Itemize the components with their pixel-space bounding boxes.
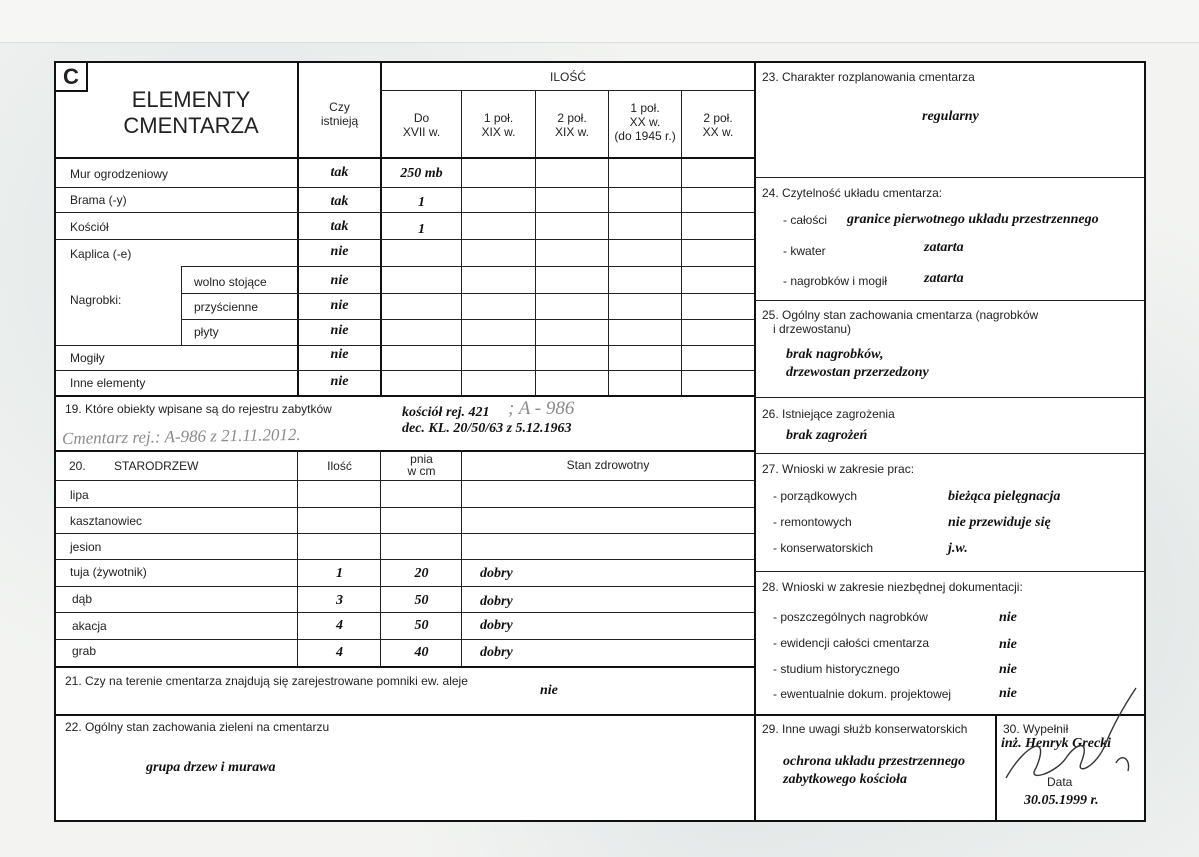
element-label: Kościół bbox=[70, 220, 109, 234]
q27-row-value: j.w. bbox=[948, 541, 968, 556]
q20-header-state: Stan zdrowotny bbox=[566, 458, 650, 472]
tree-name: lipa bbox=[70, 488, 89, 502]
quantity-header: ILOŚĆ bbox=[549, 70, 586, 84]
scanner-edge bbox=[0, 0, 1199, 43]
q25-answer-line1: brak nagrobków, bbox=[786, 347, 884, 362]
tree-qty: 1 bbox=[336, 566, 343, 581]
element-label: Inne elementy bbox=[70, 376, 146, 390]
element-exists: nie bbox=[330, 347, 349, 362]
element-label: wolno stojące bbox=[194, 275, 267, 289]
q25-label-line2: i drzewostanu) bbox=[773, 322, 852, 336]
q22-answer: grupa drzew i murawa bbox=[146, 760, 276, 775]
element-qty: 250 mb bbox=[400, 166, 443, 181]
period-header-3: 2 poł. XIX w. bbox=[554, 111, 589, 139]
q28-row-value: nie bbox=[999, 686, 1017, 701]
tree-state: dobry bbox=[480, 594, 513, 609]
signature-scribble bbox=[996, 683, 1146, 793]
tree-qty: 3 bbox=[336, 593, 343, 608]
element-exists: nie bbox=[330, 298, 349, 313]
q19-label: 19. Które obiekty wpisane są do rejestru zabytków bbox=[65, 402, 332, 416]
q24-row-label: - kwater bbox=[783, 244, 826, 258]
element-qty: 1 bbox=[418, 222, 425, 237]
q27-row-label: - remontowych bbox=[773, 515, 852, 529]
q21-answer: nie bbox=[540, 683, 558, 698]
tree-name: jesion bbox=[70, 540, 102, 554]
q30-label: 30. Wypełnił bbox=[1003, 722, 1069, 736]
q28-row-label: - studium historycznego bbox=[773, 662, 900, 676]
q19-pencil-annotation: Cmentarz rej.: A-986 z 21.11.2012. bbox=[61, 424, 301, 449]
element-label: Kaplica (-e) bbox=[70, 247, 132, 261]
q28-row-value: nie bbox=[999, 662, 1017, 677]
tree-state: dobry bbox=[480, 618, 513, 633]
q23-label: 23. Charakter rozplanowania cmentarza bbox=[762, 70, 975, 84]
tree-cm: 20 bbox=[414, 566, 429, 581]
tree-cm: 50 bbox=[414, 618, 429, 633]
q28-row-value: nie bbox=[999, 610, 1017, 625]
q25-label-line1: 25. Ogólny stan zachowania cmentarza (nagrobków bbox=[762, 308, 1039, 322]
q21-label: 21. Czy na terenie cmentarza znajdują się zarejestrowane pomniki ew. aleje bbox=[65, 674, 468, 688]
element-exists: nie bbox=[330, 323, 349, 338]
q20-header-name: STARODRZEW bbox=[114, 459, 199, 473]
q24-label: 24. Czytelność układu cmentarza: bbox=[762, 186, 943, 200]
q24-row-value: granice pierwotnego układu przestrzennego bbox=[847, 212, 1099, 227]
period-header-2: 1 poł. XIX w. bbox=[481, 111, 516, 139]
q19-answer-line2: dec. KL. 20/50/63 z 5.12.1963 bbox=[402, 421, 572, 436]
q28-row-label: - ewidencji całości cmentarza bbox=[773, 636, 930, 650]
element-label: Mogiły bbox=[70, 351, 105, 365]
section-letter-box: C bbox=[56, 63, 88, 92]
period-header-5: 2 poł. XX w. bbox=[702, 111, 734, 139]
tree-qty: 4 bbox=[336, 618, 343, 633]
q27-row-label: - porządkowych bbox=[773, 489, 858, 503]
exists-header: Czy istnieją bbox=[320, 100, 359, 128]
q27-row-value: bieżąca pielęgnacja bbox=[948, 489, 1061, 504]
tree-qty: 4 bbox=[336, 645, 343, 660]
q24-row-label: - całości bbox=[783, 213, 828, 227]
q27-row-value: nie przewiduje się bbox=[948, 515, 1051, 530]
q28-row-value: nie bbox=[999, 637, 1017, 652]
q29-label: 29. Inne uwagi służb konserwatorskich bbox=[762, 722, 968, 736]
form-title-line2: CMENTARZA bbox=[123, 113, 259, 138]
tree-state: dobry bbox=[480, 566, 513, 581]
element-exists: nie bbox=[330, 273, 349, 288]
q30-name: inż. Henryk Grecki bbox=[1001, 736, 1112, 751]
q28-row-label: - poszczególnych nagrobków bbox=[773, 610, 928, 624]
q20-number: 20. bbox=[69, 459, 86, 473]
q23-answer: regularny bbox=[922, 109, 979, 124]
q26-label: 26. Istniejące zagrożenia bbox=[762, 407, 895, 421]
element-exists: tak bbox=[330, 194, 349, 209]
q24-row-value: zatarta bbox=[924, 271, 964, 286]
nagrobki-label: Nagrobki: bbox=[70, 293, 122, 307]
q24-row-value: zatarta bbox=[924, 240, 964, 255]
q27-label: 27. Wnioski w zakresie prac: bbox=[762, 462, 915, 476]
q29-answer-line2: zabytkowego kościoła bbox=[783, 772, 908, 787]
element-label: płyty bbox=[194, 325, 219, 339]
tree-state: dobry bbox=[480, 645, 513, 660]
q30-date: 30.05.1999 r. bbox=[1024, 793, 1099, 808]
q28-row-label: - ewentualnie dokum. projektowej bbox=[773, 687, 952, 701]
q26-answer: brak zagrożeń bbox=[786, 428, 868, 443]
q30-date-label: Data bbox=[1047, 775, 1073, 789]
tree-name: grab bbox=[72, 644, 97, 658]
q27-row-label: - konserwatorskich bbox=[773, 541, 874, 555]
q19-answer-line1: kościół rej. 421 bbox=[402, 405, 490, 420]
tree-name: tuja (żywotnik) bbox=[70, 565, 147, 579]
element-exists: nie bbox=[330, 374, 349, 389]
element-label: Mur ogrodzeniowy bbox=[70, 167, 169, 181]
element-label: Brama (-y) bbox=[70, 193, 127, 207]
q28-label: 28. Wnioski w zakresie niezbędnej dokumentacji: bbox=[762, 580, 1023, 594]
element-exists: nie bbox=[330, 244, 349, 259]
period-header-1: Do XVII w. bbox=[402, 111, 441, 139]
q24-row-label: - nagrobków i mogił bbox=[783, 274, 888, 288]
form-title-line1: ELEMENTY bbox=[131, 87, 251, 112]
q20-header-pnia: pnia w cm bbox=[407, 452, 436, 478]
q20-header-qty: Ilość bbox=[327, 459, 352, 473]
element-exists: tak bbox=[330, 165, 349, 180]
element-exists: tak bbox=[330, 219, 349, 234]
element-qty: 1 bbox=[418, 195, 425, 210]
q19-pencil-note: ; A - 986 bbox=[508, 398, 575, 419]
q29-answer-line1: ochrona układu przestrzennego bbox=[783, 754, 966, 769]
q22-label: 22. Ogólny stan zachowania zieleni na cmentarzu bbox=[65, 720, 330, 734]
element-label: przyścienne bbox=[194, 300, 259, 314]
tree-name: dąb bbox=[72, 592, 93, 606]
tree-cm: 40 bbox=[414, 645, 429, 660]
tree-name: kasztanowiec bbox=[70, 514, 143, 528]
inventory-card bbox=[54, 61, 1146, 822]
tree-name: akacja bbox=[72, 619, 107, 633]
tree-cm: 50 bbox=[414, 593, 429, 608]
q25-answer-line2: drzewostan przerzedzony bbox=[786, 365, 929, 380]
period-header-4: 1 poł. XX w. (do 1945 r.) bbox=[614, 101, 676, 143]
